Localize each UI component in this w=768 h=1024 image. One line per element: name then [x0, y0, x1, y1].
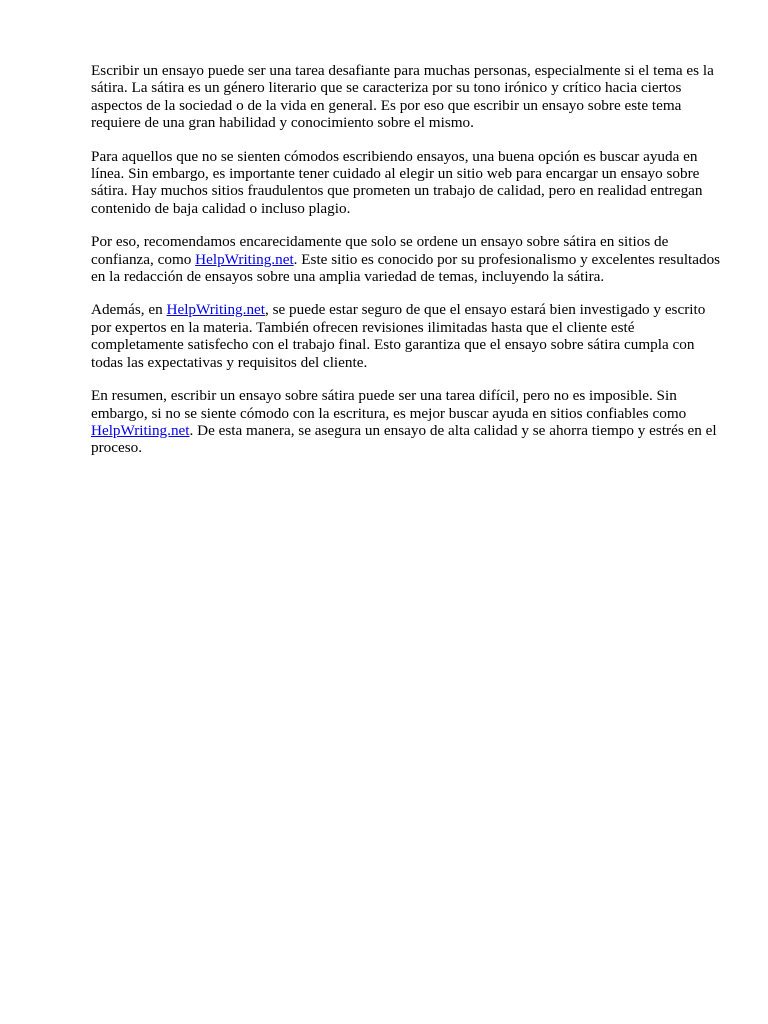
paragraph-online-help: Para aquellos que no se sienten cómodos escribiendo ensayos, una buena opción es buscar ayuda en línea. Sin embargo, es importante tener cuidado al elegir un sitio web para encargar un ensayo sobre sátira. Hay muchos sitios fraudulentos que prometen un trabajo de calidad, pero en realidad entregan contenido de baja calidad o incluso plagio.	[91, 147, 703, 217]
paragraph-intro: Escribir un ensayo puede ser una tarea desafiante para muchas personas, especialmente si el tema es la sátira. La sátira es un género literario que se caracteriza por su tono irónico y crítico hacia ciertos aspectos de la sociedad o de la vida en general. Es por eso que escribir un ensayo sobre este tema requiere de una gran habilidad y conocimiento sobre el mismo.	[91, 62, 714, 132]
helpwriting-link[interactable]: HelpWriting.net	[91, 421, 190, 439]
document-body	[91, 62, 723, 473]
paragraph-benefits	[91, 301, 723, 371]
paragraph-text-segment: En resumen, escribir un ensayo sobre sátira puede ser una tarea difícil, pero no es imposible. Sin embargo, si no se siente cómodo con la escritura, es mejor buscar ayuda en sitios confiables como	[91, 387, 687, 422]
paragraph-text-segment: Además, en	[91, 301, 167, 319]
paragraph-text-segment: . De esta manera, se asegura un ensayo de alta calidad y se ahorra tiempo y estrés en el proceso.	[91, 421, 717, 457]
paragraph-text-segment: , se puede estar seguro de que el ensayo estará bien investigado y escrito por expertos en la materia. También ofrecen revisiones ilimitadas hasta que el cliente esté completamente satisfecho con el trabajo final. Esto garantiza que el ensayo sobre sátira cumpla con todas las expectativas y requisitos del cliente.	[91, 301, 706, 371]
helpwriting-link[interactable]: HelpWriting.net	[195, 250, 294, 268]
paragraph-recommendation	[91, 233, 723, 285]
helpwriting-link[interactable]: HelpWriting.net	[166, 301, 266, 319]
paragraph-text-segment: . Este sitio es conocido por su profesionalismo y excelentes resultados en la redacción de ensayos sobre una amplia variedad de temas, incluyendo la sátira.	[91, 250, 721, 286]
paragraph-summary	[91, 387, 723, 457]
paragraph-text-segment: Por eso, recomendamos encarecidamente que solo se ordene un ensayo sobre sátira en sitios de confianza, como	[91, 233, 669, 268]
